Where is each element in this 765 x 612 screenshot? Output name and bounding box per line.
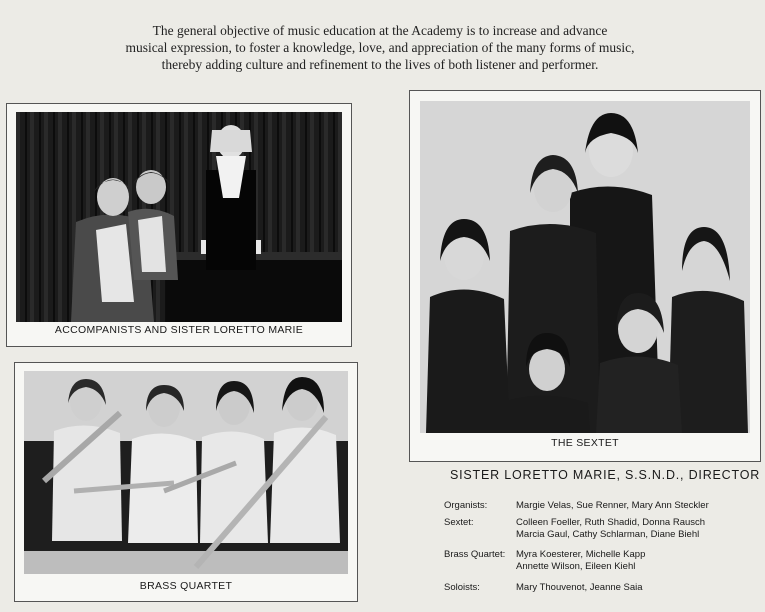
- credit-label: Soloists:: [444, 582, 480, 593]
- credit-names: [516, 500, 756, 512]
- accompanists-photo-frame: [6, 103, 352, 347]
- intro-line: The general objective of music education at the Academy is to increase and advance: [152, 23, 608, 38]
- credit-name-line: Colleen Foeller, Ruth Shadid, Donna Rausch: [516, 517, 706, 528]
- credit-name-line: Mary Thouvenot, Jeanne Saia: [516, 582, 643, 593]
- sextet-photo-frame: [409, 90, 761, 462]
- sextet-caption: THE SEXTET: [551, 437, 619, 449]
- brass-quartet-photo: [24, 371, 348, 574]
- credit-name-line: Margie Velas, Sue Renner, Mary Ann Steckler: [516, 500, 709, 511]
- credit-label: Organists:: [444, 500, 488, 511]
- brass-photo-frame: [14, 362, 358, 602]
- intro-line: thereby adding culture and refinement to the lives of both listener and performer.: [161, 57, 599, 72]
- brass-caption: BRASS QUARTET: [139, 580, 233, 592]
- accompanists-photo: [16, 112, 342, 322]
- credit-names: [516, 582, 756, 594]
- credit-label: Sextet:: [444, 517, 474, 528]
- credit-name-line: Marcia Gaul, Cathy Schlarman, Diane Biehl: [516, 529, 700, 540]
- credit-name-line: Annette Wilson, Eileen Kiehl: [516, 561, 636, 572]
- director-heading: SISTER LORETTO MARIE, S.S.N.D., DIRECTOR: [450, 468, 761, 482]
- credit-name-line: Myra Koesterer, Michelle Kapp: [516, 549, 646, 560]
- intro-line: musical expression, to foster a knowledge, love, and appreciation of the many forms of music,: [125, 40, 635, 55]
- intro-paragraph: [100, 22, 660, 73]
- accompanists-caption: ACCOMPANISTS AND SISTER LORETTO MARIE: [54, 324, 304, 336]
- credit-names: [516, 517, 756, 541]
- credit-label: Brass Quartet:: [444, 549, 506, 560]
- credit-names: [516, 549, 756, 573]
- sextet-photo: [420, 101, 750, 433]
